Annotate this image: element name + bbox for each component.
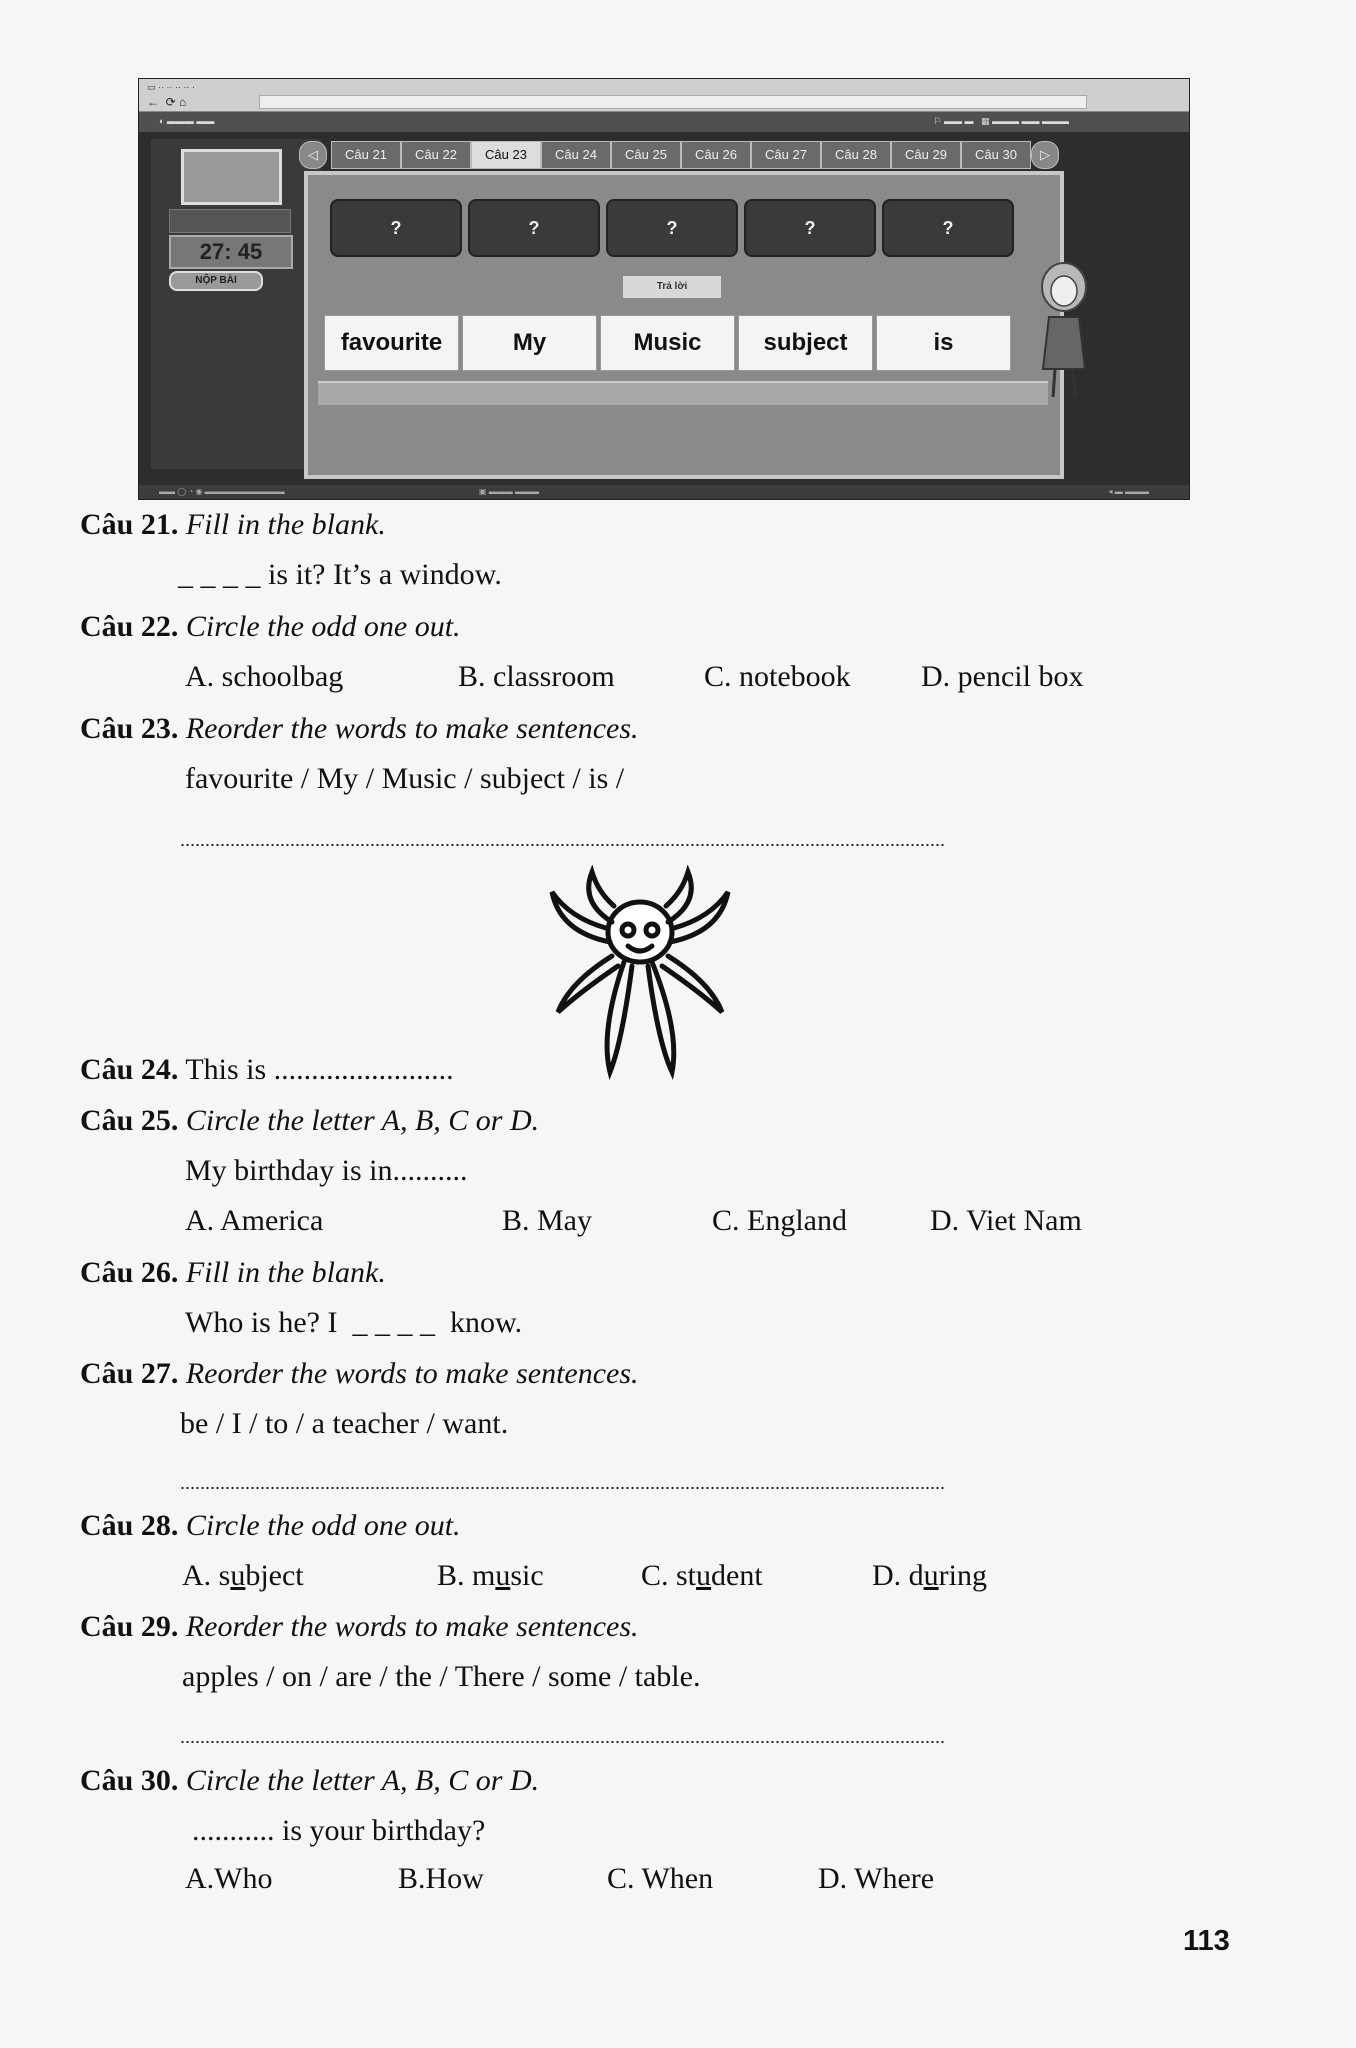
answer-slot-4[interactable]: ? xyxy=(744,199,876,257)
student-panel xyxy=(151,139,321,469)
browser-nav-icons: ← ⟳ ⌂ xyxy=(147,95,187,109)
question-28 xyxy=(80,1509,461,1543)
question-instruction: Fill in the blank. xyxy=(185,1256,386,1289)
q28-option-b: B. music xyxy=(437,1559,544,1592)
question-number: Câu 22. xyxy=(80,610,179,643)
q22-option-a: A. schoolbag xyxy=(185,660,344,693)
word-tile-is[interactable]: is xyxy=(876,315,1011,371)
question-25 xyxy=(80,1104,539,1138)
q28-option-a: A. subject xyxy=(182,1559,304,1592)
q30-sentence: ........... is your birthday? xyxy=(192,1814,486,1847)
question-number: Câu 28. xyxy=(80,1509,179,1542)
submit-button[interactable]: NỘP BÀI xyxy=(169,271,263,291)
q25-option-c: C. England xyxy=(712,1204,847,1237)
octopus-icon xyxy=(540,862,740,1094)
tab-cau-28[interactable]: Câu 28 xyxy=(821,141,891,169)
word-tile-subject[interactable]: subject xyxy=(738,315,873,371)
question-instruction: Reorder the words to make sentences. xyxy=(185,1610,639,1643)
question-number: Câu 29. xyxy=(80,1610,179,1643)
answer-button[interactable]: Trả lời xyxy=(622,275,722,299)
word-tile-my[interactable]: My xyxy=(462,315,597,371)
question-26 xyxy=(80,1256,386,1290)
question-23 xyxy=(80,712,639,746)
student-name-box xyxy=(169,209,291,233)
tab-cau-24[interactable]: Câu 24 xyxy=(541,141,611,169)
q28-option-c: C. student xyxy=(641,1559,763,1592)
url-field xyxy=(259,95,1087,109)
q21-sentence: _ _ _ _ is it? It’s a window. xyxy=(178,558,502,591)
question-29 xyxy=(80,1610,639,1644)
answer-slot-1[interactable]: ? xyxy=(330,199,462,257)
answer-board xyxy=(304,171,1064,479)
q25-option-b: B. May xyxy=(502,1204,592,1237)
tab-cau-21[interactable]: Câu 21 xyxy=(331,141,401,169)
question-tabs xyxy=(299,141,1169,169)
q22-option-d: D. pencil box xyxy=(921,660,1084,693)
q30-option-b: B.How xyxy=(398,1862,484,1895)
tab-cau-23[interactable]: Câu 23 xyxy=(471,141,541,169)
word-tile-favourite[interactable]: favourite xyxy=(324,315,459,371)
question-number: Câu 21. xyxy=(80,508,179,541)
tab-cau-30[interactable]: Câu 30 xyxy=(961,141,1031,169)
browser-address-bar xyxy=(139,79,1189,112)
question-instruction: Fill in the blank. xyxy=(185,508,386,541)
app-top-bar xyxy=(139,112,1189,132)
q30-option-c: C. When xyxy=(607,1862,714,1895)
question-number: Câu 26. xyxy=(80,1256,179,1289)
question-instruction: Circle the letter A, B, C or D. xyxy=(185,1764,540,1797)
q22-option-c: C. notebook xyxy=(704,660,851,693)
question-instruction: Reorder the words to make sentences. xyxy=(185,1357,639,1390)
q25-sentence: My birthday is in.......... xyxy=(185,1154,468,1187)
tab-cau-26[interactable]: Câu 26 xyxy=(681,141,751,169)
q30-option-d: D. Where xyxy=(818,1862,935,1895)
q25-option-a: A. America xyxy=(185,1204,324,1237)
q29-words: apples / on / are / the / There / some / table. xyxy=(182,1660,701,1693)
browser-tab: ▭ ·· ·· ·· ·· · xyxy=(147,82,195,92)
question-27 xyxy=(80,1357,639,1391)
student-avatar xyxy=(181,149,282,205)
question-number: Câu 25. xyxy=(80,1104,179,1137)
app-logo: ◐ ▬▬▬ ▬▬ xyxy=(159,116,215,126)
tab-cau-27[interactable]: Câu 27 xyxy=(751,141,821,169)
q27-words: be / I / to / a teacher / want. xyxy=(180,1407,509,1440)
question-21 xyxy=(80,508,386,542)
page-number: 113 xyxy=(1183,1925,1230,1957)
countdown-timer: 27: 45 xyxy=(169,235,293,269)
question-instruction: Circle the odd one out. xyxy=(185,1509,461,1542)
tab-cau-22[interactable]: Câu 22 xyxy=(401,141,471,169)
question-24 xyxy=(80,1053,454,1087)
q22-option-b: B. classroom xyxy=(458,660,615,693)
app-top-links: ⚐ ▬▬ ▬ ▦ ▬▬▬ ▬▬ ▬▬▬ xyxy=(933,116,1069,126)
teacher-character-icon xyxy=(1029,259,1099,399)
word-tile-music[interactable]: Music xyxy=(600,315,735,371)
answer-slot-2[interactable]: ? xyxy=(468,199,600,257)
taskbar: ▬▬ ◯ ◔ ◉ ▬▬▬▬▬▬▬▬▬▬ ▣ ▬▬▬ ▬▬▬ ◂ ▬ ▬▬▬ xyxy=(139,485,1189,499)
question-number: Câu 30. xyxy=(80,1764,179,1797)
question-number: Câu 27. xyxy=(80,1357,179,1390)
q30-option-a: A.Who xyxy=(185,1862,273,1895)
q27-answer-line xyxy=(180,1486,945,1490)
question-number: Câu 24. xyxy=(80,1053,179,1086)
prev-arrow-icon[interactable]: ◁ xyxy=(299,141,327,169)
tab-cau-25[interactable]: Câu 25 xyxy=(611,141,681,169)
question-instruction: Circle the odd one out. xyxy=(185,610,461,643)
q29-answer-line xyxy=(180,1740,945,1744)
answer-slot-3[interactable]: ? xyxy=(606,199,738,257)
q24-sentence: This is ........................ xyxy=(185,1053,454,1086)
next-arrow-icon[interactable]: ▷ xyxy=(1031,141,1059,169)
q26-sentence: Who is he? I _ _ _ _ know. xyxy=(185,1306,523,1339)
tab-cau-29[interactable]: Câu 29 xyxy=(891,141,961,169)
quiz-screenshot xyxy=(138,78,1190,500)
question-instruction: Reorder the words to make sentences. xyxy=(185,712,639,745)
q23-answer-line xyxy=(180,843,945,847)
q23-words: favourite / My / Music / subject / is / xyxy=(185,762,625,795)
question-number: Câu 23. xyxy=(80,712,179,745)
question-22 xyxy=(80,610,461,644)
q28-option-d: D. during xyxy=(872,1559,987,1592)
q25-option-d: D. Viet Nam xyxy=(930,1204,1082,1237)
answer-slot-5[interactable]: ? xyxy=(882,199,1014,257)
question-instruction: Circle the letter A, B, C or D. xyxy=(185,1104,540,1137)
question-30 xyxy=(80,1764,539,1798)
board-tray xyxy=(318,381,1048,405)
